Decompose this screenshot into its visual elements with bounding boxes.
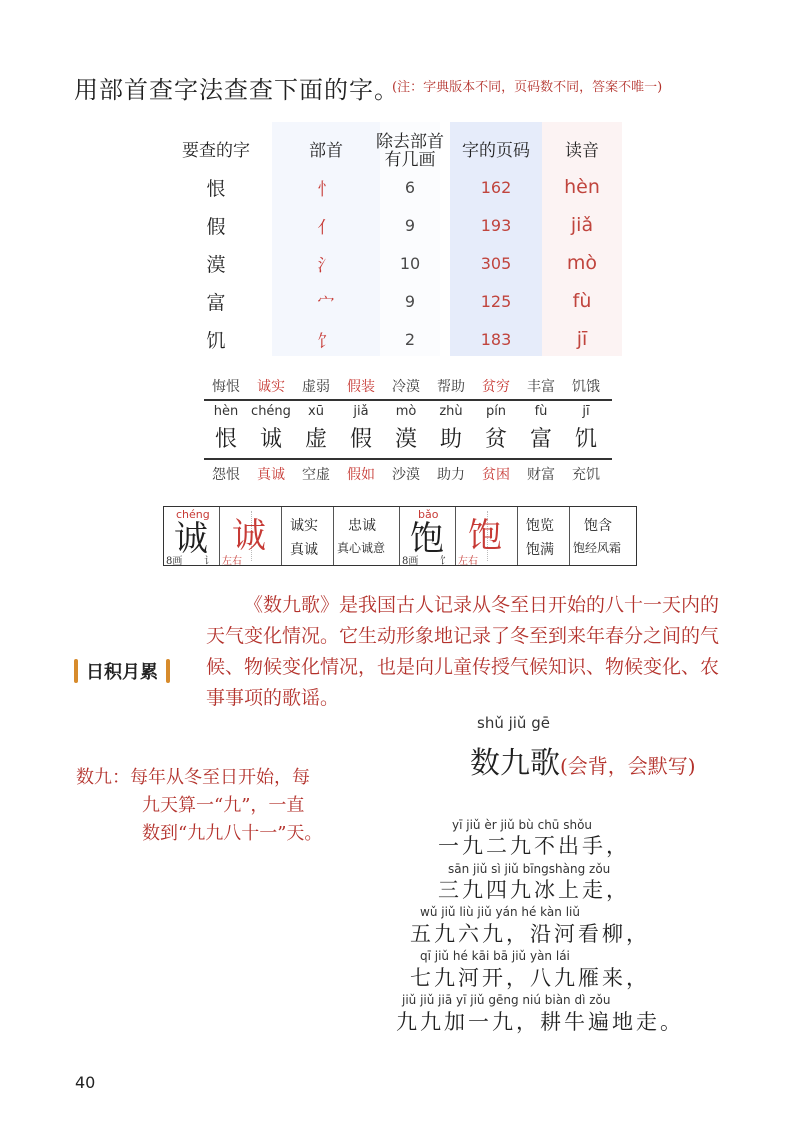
word-char: 饥 [574, 427, 597, 452]
poem-line-pinyin: jiǔ jiǔ jiā yī jiǔ gēng niú biàn dì zǒu [402, 993, 611, 1007]
word-top: 贫穷 [482, 379, 510, 395]
intro-paragraph [206, 590, 726, 714]
card-word: 真心诚意 [337, 541, 386, 555]
word-char: 假 [349, 427, 372, 452]
table-cell-page: 305 [480, 253, 512, 273]
card-cell-bao-script [456, 507, 518, 565]
word-bottom: 财富 [527, 467, 555, 483]
card-word: 真诚 [290, 542, 318, 558]
word-top: 丰富 [527, 379, 555, 395]
intro-paragraph-text: 《数九歌》是我国古人记录从冬至日开始的八十一天内的天气变化情况。它生动形象地记录了冬至到来年春分之间的气候、物候变化情况，也是向儿童传授气候知识、物候变化、农事事项的歌谣。 [206, 594, 720, 709]
word-char: 助 [439, 427, 462, 452]
table-cell-strokes: 6 [404, 177, 416, 197]
definition-line: 数到“九九八十一”天。 [142, 823, 323, 844]
table-cell-page: 193 [480, 215, 512, 235]
word-bottom: 假如 [347, 467, 375, 483]
table-cell-radical: 饣 [317, 331, 335, 352]
card-structure: 左右 [458, 556, 478, 567]
header-char: 要查的字 [182, 141, 250, 162]
title-pinyin: shǔ jiǔ gē [477, 714, 550, 732]
table-cell-char: 恨 [206, 177, 226, 200]
word-top: 诚实 [257, 379, 285, 395]
card-strokes: 8画 [166, 556, 183, 567]
word-char: 虚 [304, 427, 327, 452]
word-pinyin: jī [582, 404, 590, 419]
word-bottom: 沙漠 [392, 467, 420, 483]
card-char-print: 饱 [410, 519, 444, 559]
word-pinyin: mò [395, 404, 417, 419]
card-radical: 讠 [204, 556, 214, 567]
word-pinyin: xū [308, 404, 324, 419]
table-cell-char: 假 [206, 215, 226, 238]
word-char: 恨 [214, 427, 237, 452]
card-cell-bao-words-b [570, 507, 636, 565]
character-stroke-card [163, 506, 637, 566]
word-bottom: 贫困 [482, 467, 510, 483]
table-cell-char: 漠 [206, 253, 226, 276]
word-band-bottom-rule [204, 458, 612, 460]
word-char: 漠 [394, 427, 417, 452]
card-cell-cheng-print [164, 507, 220, 565]
page-number: 40 [75, 1073, 96, 1092]
header-page: 字的页码 [462, 141, 530, 162]
card-cell-bao-words-a [518, 507, 570, 565]
table-cell-radical: 亻 [317, 217, 335, 238]
poem-line: 一九二九不出手， [438, 834, 630, 858]
word-bottom: 充饥 [572, 467, 600, 483]
table-cell-page: 183 [480, 329, 512, 349]
exercise-heading: 用部首查字法查查下面的字。 [74, 76, 399, 104]
table-cell-page: 125 [480, 291, 512, 311]
word-band [204, 374, 612, 486]
table-cell-char: 富 [206, 291, 226, 314]
word-bottom: 真诚 [257, 467, 285, 483]
word-pinyin: hèn [213, 404, 239, 419]
definition-line: 九天算一“九”，一直 [142, 795, 305, 816]
card-pinyin: chéng [176, 508, 210, 521]
section-badge [74, 655, 170, 687]
badge-bar-left [74, 659, 78, 683]
table-cell-char: 饥 [206, 329, 226, 352]
table-cell-strokes: 2 [404, 329, 416, 349]
poem-line-pinyin: qī jiǔ hé kāi bā jiǔ yàn lái [420, 949, 570, 963]
table-cell-radical: 氵 [317, 255, 335, 276]
word-pinyin: jiǎ [353, 404, 369, 419]
exercise-note: (注：字典版本不同，页码数不同，答案不唯一) [392, 80, 663, 95]
word-pinyin: fù [534, 404, 548, 419]
card-cell-cheng-script [220, 507, 282, 565]
table-cell-pinyin: jī [576, 328, 588, 350]
poem-line-pinyin: wǔ jiǔ liù jiǔ yán hé kàn liǔ [420, 905, 580, 919]
word-top: 冷漠 [392, 379, 420, 395]
word-top: 悔恨 [212, 379, 240, 395]
word-band-top-rule [204, 399, 612, 401]
badge-bar-right [166, 659, 170, 683]
card-strokes: 8画 [402, 556, 419, 567]
word-bottom: 怨恨 [212, 467, 240, 483]
table-cell-pinyin: mò [566, 252, 598, 274]
table-cell-strokes: 9 [404, 291, 416, 311]
word-char: 诚 [259, 427, 282, 452]
word-top: 假装 [347, 379, 375, 395]
badge-label: 日积月累 [86, 662, 158, 683]
card-char-print: 诚 [174, 519, 208, 559]
header-pinyin: 读音 [565, 141, 599, 162]
table-cell-pinyin: hèn [564, 176, 600, 198]
poem-line: 三九四九冰上走， [438, 878, 630, 902]
card-structure: 左右 [222, 556, 242, 567]
word-pinyin: chéng [251, 404, 291, 419]
card-cell-cheng-words-b [334, 507, 400, 565]
header-radical: 部首 [309, 141, 343, 162]
poem-line-pinyin: sān jiǔ sì jiǔ bīngshàng zǒu [448, 862, 611, 876]
card-radical: 饣 [440, 556, 450, 567]
word-top: 饥饿 [572, 379, 600, 395]
card-word: 饱览 [526, 518, 554, 534]
card-char-script: 诚 [232, 516, 266, 556]
table-cell-pinyin: fù [572, 290, 592, 312]
table-cell-radical: 宀 [317, 293, 335, 314]
word-char: 富 [529, 427, 552, 452]
poem-line: 九九加一九，耕牛遍地走。 [396, 1010, 684, 1034]
word-char: 贫 [484, 427, 507, 452]
poem-line-pinyin: yī jiǔ èr jiǔ bù chū shǒu [452, 818, 593, 832]
poem-line: 五九六九，沿河看柳， [410, 922, 650, 946]
word-pinyin: pín [485, 404, 507, 419]
radical-lookup-table [160, 122, 630, 356]
card-word: 饱满 [526, 542, 554, 558]
shujiu-definition [76, 764, 366, 848]
table-cell-radical: 忄 [317, 179, 335, 200]
word-bottom: 助力 [437, 467, 465, 483]
table-cell-strokes: 9 [404, 215, 416, 235]
card-char-script: 饱 [468, 516, 502, 556]
poem-title-text: 数九歌 [470, 746, 560, 781]
poem-title-note: (会背，会默写) [560, 754, 696, 778]
card-pinyin: bǎo [418, 508, 439, 521]
card-word: 忠诚 [348, 518, 376, 534]
definition-line: 数九：每年从冬至日开始，每 [76, 767, 310, 788]
word-bottom: 空虚 [302, 467, 330, 483]
card-cell-bao-print [400, 507, 456, 565]
table-cell-strokes: 10 [399, 253, 421, 273]
header-strokes-line1: 除去部首 [376, 132, 444, 153]
card-word: 诚实 [290, 518, 318, 534]
card-word: 饱含 [584, 518, 612, 534]
header-strokes-line2: 有几画 [384, 150, 436, 170]
word-top: 帮助 [437, 379, 465, 395]
table-cell-pinyin: jiǎ [570, 214, 594, 236]
poem-title [470, 738, 696, 782]
word-top: 虚弱 [302, 379, 330, 395]
table-cell-page: 162 [480, 177, 512, 197]
poem-line: 七九河开，八九雁来， [410, 966, 650, 990]
card-word: 饱经风霜 [573, 541, 622, 555]
card-cell-cheng-words-a [282, 507, 334, 565]
word-pinyin: zhù [439, 404, 463, 419]
